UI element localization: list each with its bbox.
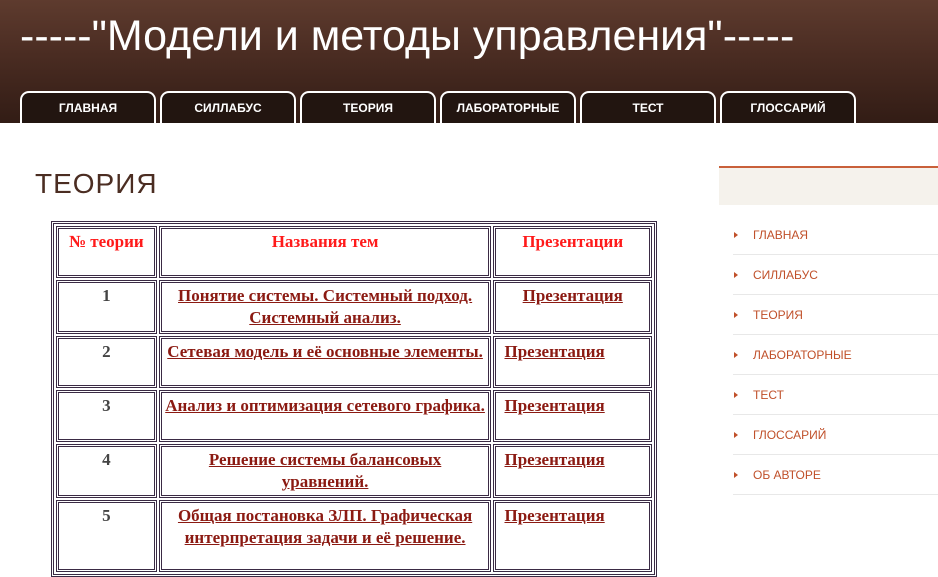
nav-tab-glossary[interactable]: ГЛОССАРИЙ: [720, 91, 856, 123]
triangle-right-icon: [734, 392, 738, 398]
presentation-link[interactable]: Презентация: [504, 506, 605, 525]
table-row: [56, 500, 652, 572]
table-row: [56, 336, 652, 388]
column-header-topic: Названия тем: [159, 226, 492, 278]
sidebar-menu: [733, 215, 938, 495]
sidebar-item-test[interactable]: [733, 375, 938, 415]
presentation-link[interactable]: Презентация: [504, 342, 605, 361]
column-header-presentation: Презентации: [493, 226, 652, 278]
triangle-right-icon: [734, 432, 738, 438]
sidebar-item-syllabus[interactable]: [733, 255, 938, 295]
sidebar-item-label: ЛАБОРАТОРНЫЕ: [753, 347, 852, 362]
table-row: [56, 444, 652, 498]
topic-link[interactable]: Общая постановка ЗЛП. Графическая интерпретация задачи и её решение.: [177, 506, 473, 547]
sidebar-item-label: ТЕОРИЯ: [753, 307, 803, 322]
topic-link[interactable]: Сетевая модель и её основные элементы.: [167, 342, 483, 361]
triangle-right-icon: [734, 472, 738, 478]
presentation-link[interactable]: Презентация: [504, 450, 605, 469]
theory-table: [51, 221, 657, 577]
sidebar-item-glavnaya[interactable]: [733, 215, 938, 255]
presentation-link[interactable]: Презентация: [522, 286, 623, 305]
site-title: -----"Модели и методы управления"-----: [20, 12, 795, 60]
nav-tab-test[interactable]: ТЕСТ: [580, 91, 716, 123]
table-row: [56, 280, 652, 334]
triangle-right-icon: [734, 352, 738, 358]
theory-number: 3: [56, 390, 157, 442]
nav-tab-syllabus[interactable]: СИЛЛАБУС: [160, 91, 296, 123]
sidebar-item-label: ГЛАВНАЯ: [753, 227, 809, 242]
topic-link[interactable]: Решение системы балансовых уравнений.: [208, 450, 442, 491]
theory-number: 4: [56, 444, 157, 498]
sidebar-item-theory[interactable]: [733, 295, 938, 335]
sidebar-header-box: [719, 168, 938, 205]
column-header-number: № теории: [56, 226, 157, 278]
triangle-right-icon: [734, 272, 738, 278]
nav-tab-theory[interactable]: ТЕОРИЯ: [300, 91, 436, 123]
triangle-right-icon: [734, 232, 738, 238]
theory-number: 1: [56, 280, 157, 334]
sidebar-item-label: ГЛОССАРИЙ: [753, 427, 827, 442]
presentation-link[interactable]: Презентация: [504, 396, 605, 415]
sidebar-item-labs[interactable]: [733, 335, 938, 375]
table-header-row: [56, 226, 652, 278]
sidebar-item-label: ТЕСТ: [753, 387, 784, 402]
sidebar-item-about-author[interactable]: [733, 455, 938, 495]
page-title: ТЕОРИЯ: [35, 168, 158, 199]
sidebar-item-label: ОБ АВТОРЕ: [753, 467, 821, 482]
sidebar-item-glossary[interactable]: [733, 415, 938, 455]
table-row: [56, 390, 652, 442]
theory-number: 2: [56, 336, 157, 388]
nav-tab-labs[interactable]: ЛАБОРАТОРНЫЕ: [440, 91, 576, 123]
topic-link[interactable]: Понятие системы. Системный подход. Системный анализ.: [178, 286, 473, 327]
site-header: [0, 0, 938, 123]
triangle-right-icon: [734, 312, 738, 318]
theory-number: 5: [56, 500, 157, 572]
topic-link[interactable]: Анализ и оптимизация сетевого графика.: [165, 396, 485, 415]
nav-tab-glavnaya[interactable]: ГЛАВНАЯ: [20, 91, 156, 123]
sidebar-item-label: СИЛЛАБУС: [753, 267, 818, 282]
